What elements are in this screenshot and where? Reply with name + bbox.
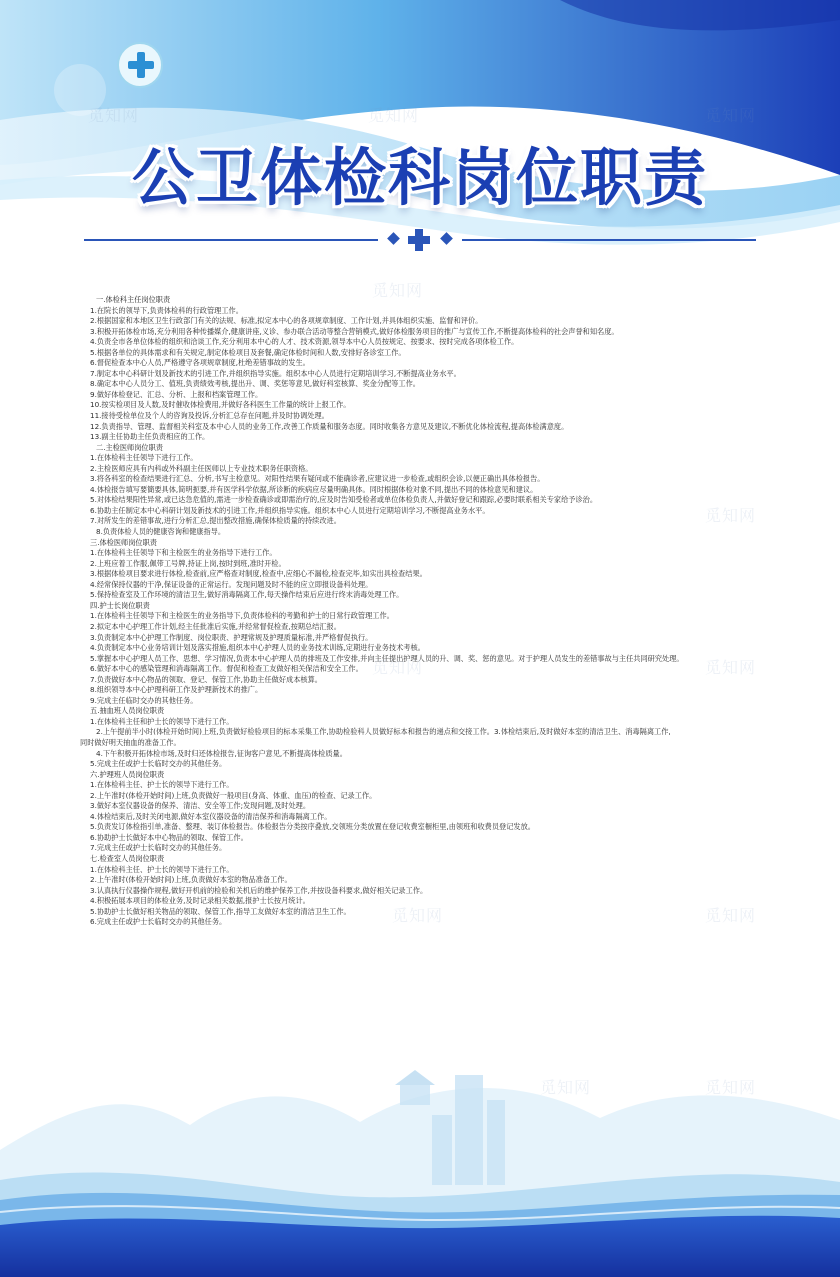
duty-line: 6.协助主任制定本中心科研计划及新技术的引进工作,并组织指导实施。组织本中心人员进行定期培训学习,不断提高业务水平。 (90, 505, 490, 515)
duty-line: 6.做好本中心的感染管理和消毒隔离工作。督促和检查工友做好相关保洁和安全工作。 (90, 664, 363, 674)
duty-line: 5.对体检结果阳性异常,或已达急危值的,需进一步检查确诊或即需治疗的,应及时告知受检者或单位体检负责人,并做好登记和跟踪,必要时联系相关专家给予诊治。 (90, 495, 598, 505)
duty-line: 7.对所发生的差错事故,进行分析汇总,提出整改措施,确保体检质量的持续改进。 (90, 516, 341, 526)
duty-line: 7.完成主任或护士长临时交办的其他任务。 (90, 843, 227, 853)
page-title: 公卫体检科岗位职责 (131, 141, 708, 214)
duty-line: 1.在院长的领导下,负责体检科的行政管理工作。 (90, 305, 243, 315)
duty-line: 5.保持检查室及工作环境的清洁卫生,做好消毒隔离工作,每天操作结束后应进行终末消毒处理工作。 (90, 590, 404, 600)
duty-line: 2.上午准时(体检开始时间)上班,负责做好一般项目(身高、体重、血压)的检查、记录工作。 (90, 790, 377, 800)
duty-line: 9.做好体检登记、汇总、分析、上报和档案管理工作。 (90, 389, 263, 399)
duty-line: 3.认真执行仪器操作规程,做好开机前的检验和关机后的维护保养工作,并按设备科要求,做好相关记录工作。 (90, 885, 428, 895)
duty-line: 1.在体检科主任领导下和主检医生的业务指导下进行工作。 (90, 548, 277, 558)
section-heading: 四.护士长岗位职责 (90, 600, 150, 610)
duty-line: 2.根据国家和本地区卫生行政部门有关的法规、标准,拟定本中心的各项规章制度、工作计划,并具体组织实施、监督和评价。 (90, 316, 483, 326)
duty-line: 1.在体检科主任、护士长的领导下进行工作。 (90, 780, 234, 790)
section-heading: 六.护理班人员岗位职责 (90, 769, 165, 779)
medical-cross-icon (117, 42, 163, 88)
watermark: 觅知网 (705, 906, 757, 925)
duty-line: 10.按实检项目及人数,及时催收体检费用,并做好各科医生工作量的统计上报工作。 (90, 400, 351, 410)
duty-line: 6.协助护士长做好本中心物品的领取、保管工作。 (90, 832, 248, 842)
section-heading: 三.体检医师岗位职责 (90, 537, 157, 547)
duty-line: 4.体检结束后,及时关闭电源,做好本室仪器设备的清洁保养和消毒隔离工作。 (90, 811, 332, 821)
duty-line: 3.积极开拓体检市场,充分利用各种传播媒介,健康讲座,义诊、参办联合活动等整合营销模式,做好体检服务项目的推广与宣传工作,不断提高体检科的社会声誉和知名度。 (90, 326, 619, 336)
duty-line: 1.在体检科主任、护士长的领导下进行工作。 (90, 864, 234, 874)
duty-line: 4.经常保持仪器的干净,保证设备的正常运行。发现问题及时不能的应立即报设备科处理。 (90, 579, 373, 589)
section-heading: 五.抽血班人员岗位职责 (90, 706, 165, 716)
duty-line: 5.掌握本中心护理人员工作、思想、学习情况,负责本中心护理人员的排班及工作安排,并向主任提出护理人员的升、调、奖、惩的意见。对于护理人员发生的差错事故与主任共同研究处理。 (90, 653, 684, 663)
duty-line: 5.完成主任或护士长临时交办的其他任务。 (90, 759, 227, 769)
footer-background (0, 1030, 840, 1277)
duty-line: 2.主检医师应具有内科或外科副主任医师以上专业技术职务任职资格。 (90, 463, 313, 473)
duty-line: 2.拟定本中心护理工作计划,经主任批准后实施,并经常督促检查,按期总结汇报。 (90, 621, 341, 631)
duty-line: 4.体检报告填写要簡要具体,简明扼要,并有医学科学依据,所诊断的疾病应尽量明确具体。同时根据体检对象不同,提出不同的体检意见和建议。 (90, 484, 538, 494)
watermark: 觅知网 (705, 1078, 757, 1097)
watermark: 觅知网 (392, 906, 444, 925)
duty-line: 1.在体检科主任领导下和主检医生的业务指导下,负责体检科的考勤和护士的日常行政管理工作。 (90, 611, 394, 621)
duty-line: 2.上午准时(体检开始时间)上班,负责做好本室的物品准备工作。 (90, 875, 292, 885)
duty-line: 8.组织领导本中心护理科研工作及护理新技术的推广。 (90, 685, 263, 695)
duty-line: 4.积极拓展本项目的体检业务,及时记录相关数据,报护士长按月统计。 (90, 896, 310, 906)
duty-line: 5.协助护士长做好相关物品的领取、保管工作,指导工友做好本室的清洁卫生工作。 (90, 906, 351, 916)
duty-line: 8.确定本中心人员分工、值班,负责绩效考核,提出升、调、奖惩等意见,做好科室核算、奖金分配等工作。 (90, 379, 420, 389)
duty-line: 5.负责发订体检指引单,准备、整理、装订体检报告。体检报告分类按序叠放,交领班分类放置在登记收费室橱柜里,由领班和收费员登记发放。 (90, 822, 535, 832)
duty-line: 3.将各科室的检查结果进行汇总、分析,书写主检意见。对阳性结果有疑问或不能确诊者,应建议进一步检查,或组织会诊,以便正确出具体检报告。 (90, 474, 545, 484)
duty-line: 9.完成主任临时交办的其他任务。 (90, 695, 198, 705)
duty-line: 2.上午提前半小时(体检开始时间)上班,负责做好检验项目的标本采集工作,协助检验科人员做好标本和报告的递点和交接工作。3.体检结束后,及时做好本室的清洁卫生、消毒隔离工作, (96, 727, 671, 737)
watermark: 觅知网 (540, 1078, 592, 1097)
duty-line: 1.在体检科主任领导下进行工作。 (90, 453, 198, 463)
watermark: 觅知网 (88, 106, 140, 125)
duty-line: 6.督促检查本中心人员,严格遵守各项规章制度,杜绝差错事故的发生。 (90, 358, 310, 368)
section-heading: 二.主检医师岗位职责 (96, 442, 163, 452)
duty-line: 7.制定本中心科研计划及新技术的引进工作,并组织指导实施。组织本中心人员进行定期培训学习,不断提高业务水平。 (90, 368, 461, 378)
duty-line: 5.根据各单位的具体需求和有关规定,制定体检项目及套餐,确定体检时间和人数,安排好各诊室工作。 (90, 347, 406, 357)
duty-line: 7.负责做好本中心物品的领取、登记、保管工作,协助主任做好成本核算。 (90, 674, 322, 684)
section-heading: 七.检查室人员岗位职责 (90, 853, 165, 863)
title-divider (84, 229, 756, 251)
watermark: 觅知网 (368, 106, 420, 125)
duty-line: 3.做好本室仪器设备的保养、清洁、安全等工作;发现问题,及时处理。 (90, 801, 311, 811)
duty-line: 12.负责指导、管理、监督相关科室及本中心人员的业务工作,改善工作质量和服务态度。同时收集各方意见及建议,不断优化体检流程,提高体检满意度。 (90, 421, 569, 431)
duty-line: 3.负责制定本中心护理工作制度、岗位职责、护理常规及护理质量标准,并严格督促执行。 (90, 632, 373, 642)
duty-line: 11.接待受检单位及个人的咨询及投诉,分析汇总存在问题,并及时协调处理。 (90, 411, 329, 421)
duty-line: 4.下午积极开拓体检市场,及时归还体检报告,征询客户意见,不断提高体检质量。 (96, 748, 347, 758)
duty-line: 4.负责全市各单位体检的组织和洽谈工作,充分利用本中心的人才、技术资源,领导本中心人员按规定、按要求、按时完成各项体检工作。 (90, 337, 519, 347)
watermark: 觅知网 (372, 281, 424, 300)
duty-line: 6.完成主任或护士长临时交办的其他任务。 (90, 917, 227, 927)
duty-line: 8.负责体检人员的健康咨询和健康指导。 (96, 527, 226, 537)
watermark: 觅知网 (372, 658, 424, 677)
watermark: 觅知网 (705, 106, 757, 125)
watermark: 觅知网 (705, 658, 757, 677)
watermark: 觅知网 (705, 506, 757, 525)
section-heading: 一.体检科主任岗位职责 (96, 295, 171, 304)
duty-line: 1.在体检科主任和护士长的领导下进行工作。 (90, 716, 234, 726)
duty-line: 4.负责制定本中心业务培训计划及落实措施,组织本中心护理人员的业务技术训练,定期进行业务技术考核。 (90, 643, 425, 653)
duty-line: 同时做好明天抽血的准备工作。 (80, 737, 181, 747)
duty-line: 3.根据体检项目要求进行体检,检查前,应严格查对制度,检查中,应细心不漏检,检查完毕,如实出具检查结果。 (90, 569, 427, 579)
duty-line: 13.副主任协助主任负责相应的工作。 (90, 432, 210, 442)
duties-text (80, 295, 780, 928)
duty-line: 2.上班应着工作服,佩带工号牌,持证上岗,按时到班,准时开检。 (90, 558, 286, 568)
